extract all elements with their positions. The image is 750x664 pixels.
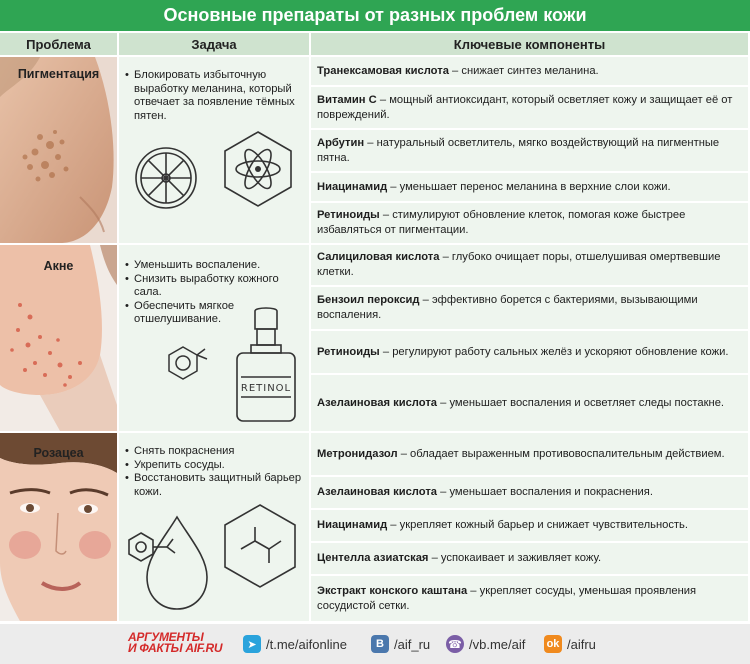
ok-link[interactable] (544, 634, 596, 654)
component-desc: – укрепляет сосуды, уменьшая проявления сосудистой сетки. (317, 584, 697, 612)
component-item (311, 203, 748, 243)
photo-rosacea (0, 433, 117, 621)
logo-line-1: АРГУМЕНТЫ (128, 630, 204, 644)
bottle-label: RETINOL (240, 383, 292, 394)
photo-pigmentation (0, 57, 117, 243)
header-task: Задача (119, 33, 309, 55)
retinol-bottle-icon (231, 307, 301, 425)
component-desc: – регулируют работу сальных желёз и ускоряют обновление кожи. (379, 345, 729, 358)
component-name: Метронидазол (317, 447, 398, 460)
problem-label-acne: Акне (43, 259, 74, 273)
vk-text: /aif_ru (394, 636, 431, 652)
telegram-icon: ➤ (243, 635, 261, 653)
viber-link[interactable] (446, 634, 525, 654)
problem-label-pigmentation: Пигментация (17, 67, 100, 81)
task-list-rosacea (125, 445, 303, 499)
components-acne (311, 245, 748, 431)
vk-icon: В (371, 635, 389, 653)
component-name: Ниацинамид (317, 519, 388, 531)
task-item: • Восстановить защитный барьер кожи. (125, 472, 303, 499)
component-item (311, 477, 748, 508)
odnoklassniki-icon: ok (544, 635, 562, 653)
lemon-slice-icon (131, 143, 201, 213)
problem-label-rosacea: Розацеа (33, 446, 84, 460)
footer (0, 624, 750, 664)
hexagon-molecule-icon (219, 501, 301, 591)
component-name: Азелаиновая кислота (317, 396, 438, 409)
component-name: Центелла азиатская (317, 552, 429, 564)
component-item (311, 130, 748, 171)
atom-hexagon-icon (221, 129, 295, 209)
component-item (311, 287, 748, 329)
component-desc: – уменьшает воспаления и покраснения. (437, 486, 653, 498)
component-item (311, 375, 748, 431)
task-cell-rosacea (119, 433, 309, 621)
drop-molecule-icon (127, 513, 213, 613)
component-item (311, 57, 748, 85)
component-name: Ретиноиды (317, 209, 380, 221)
header-components: Ключевые компоненты (311, 33, 748, 55)
component-desc: – эффективно борется с бактериями, вызывающими воспаления. (317, 294, 698, 321)
component-name: Салициловая кислота (317, 251, 440, 263)
component-name: Азелаиновая кислота (317, 486, 438, 498)
viber-text: /vb.me/aif (469, 636, 526, 652)
component-desc: – глубоко очищает поры, отшелушивая омертвевшие клетки. (317, 251, 721, 278)
page-title: Основные препараты от разных проблем кожи (0, 0, 750, 31)
component-item (311, 87, 748, 128)
component-name: Ниацинамид (317, 180, 388, 193)
telegram-text: /t.me/aifonline (266, 636, 347, 652)
logo-line-2: И ФАКТЫ AIF.RU (128, 641, 223, 655)
component-name: Витамин С (317, 93, 377, 106)
component-name: Арбутин (317, 136, 365, 149)
telegram-link[interactable] (243, 634, 347, 654)
aif-logo (128, 632, 222, 654)
component-item (311, 173, 748, 201)
components-pigmentation (311, 57, 748, 243)
task-cell-acne (119, 245, 309, 431)
component-item (311, 543, 748, 574)
component-name: Бензоил пероксид (317, 294, 420, 306)
component-name: Экстракт конского каштана (317, 584, 468, 597)
component-item (311, 331, 748, 373)
component-name: Транексамовая кислота (317, 64, 449, 77)
task-item: • Уменьшить воспаление. (125, 259, 303, 273)
component-desc: – мощный антиоксидант, который осветляет кожу и защищает её от повреждений. (317, 93, 733, 121)
molecule-icon (163, 339, 211, 387)
task-item: • Обеспечить мягкое отшелушивание. (125, 300, 303, 327)
task-item: • Блокировать избыточную выработку меланина, который отвечает за появление тёмных пятен. (125, 69, 303, 123)
task-cell-pigmentation (119, 57, 309, 243)
vk-link[interactable] (371, 634, 430, 654)
ok-text: /aifru (567, 636, 596, 652)
task-list-pigmentation (125, 69, 303, 123)
component-desc: – стимулируют обновление клеток, помогая коже быстрее избавляться от пигментации. (317, 209, 686, 236)
viber-icon: ☎ (446, 635, 464, 653)
task-item: • Снять покраснения (125, 445, 303, 459)
task-item: • Снизить выработку кожного сала. (125, 273, 303, 300)
component-desc: – успокаивает и заживляет кожу. (428, 552, 602, 564)
component-desc: – уменьшает перенос меланина в верхние слои кожи. (387, 180, 671, 193)
component-item (311, 576, 748, 621)
component-item (311, 510, 748, 541)
components-rosacea (311, 433, 748, 621)
component-desc: – обладает выраженным противовоспалительным действием. (397, 447, 725, 460)
component-desc: – снижает синтез меланина. (448, 64, 599, 77)
component-name: Ретиноиды (317, 345, 380, 358)
header-problem: Проблема (0, 33, 117, 55)
component-desc: – натуральный осветлитель, мягко воздействующий на пигментные пятна. (317, 136, 720, 164)
component-desc: – уменьшает воспаления и осветляет следы постакне. (437, 396, 725, 409)
task-item: • Укрепить сосуды. (125, 459, 303, 473)
component-item (311, 245, 748, 285)
component-item (311, 433, 748, 475)
component-desc: – укрепляет кожный барьер и снижает чувствительность. (387, 519, 688, 531)
